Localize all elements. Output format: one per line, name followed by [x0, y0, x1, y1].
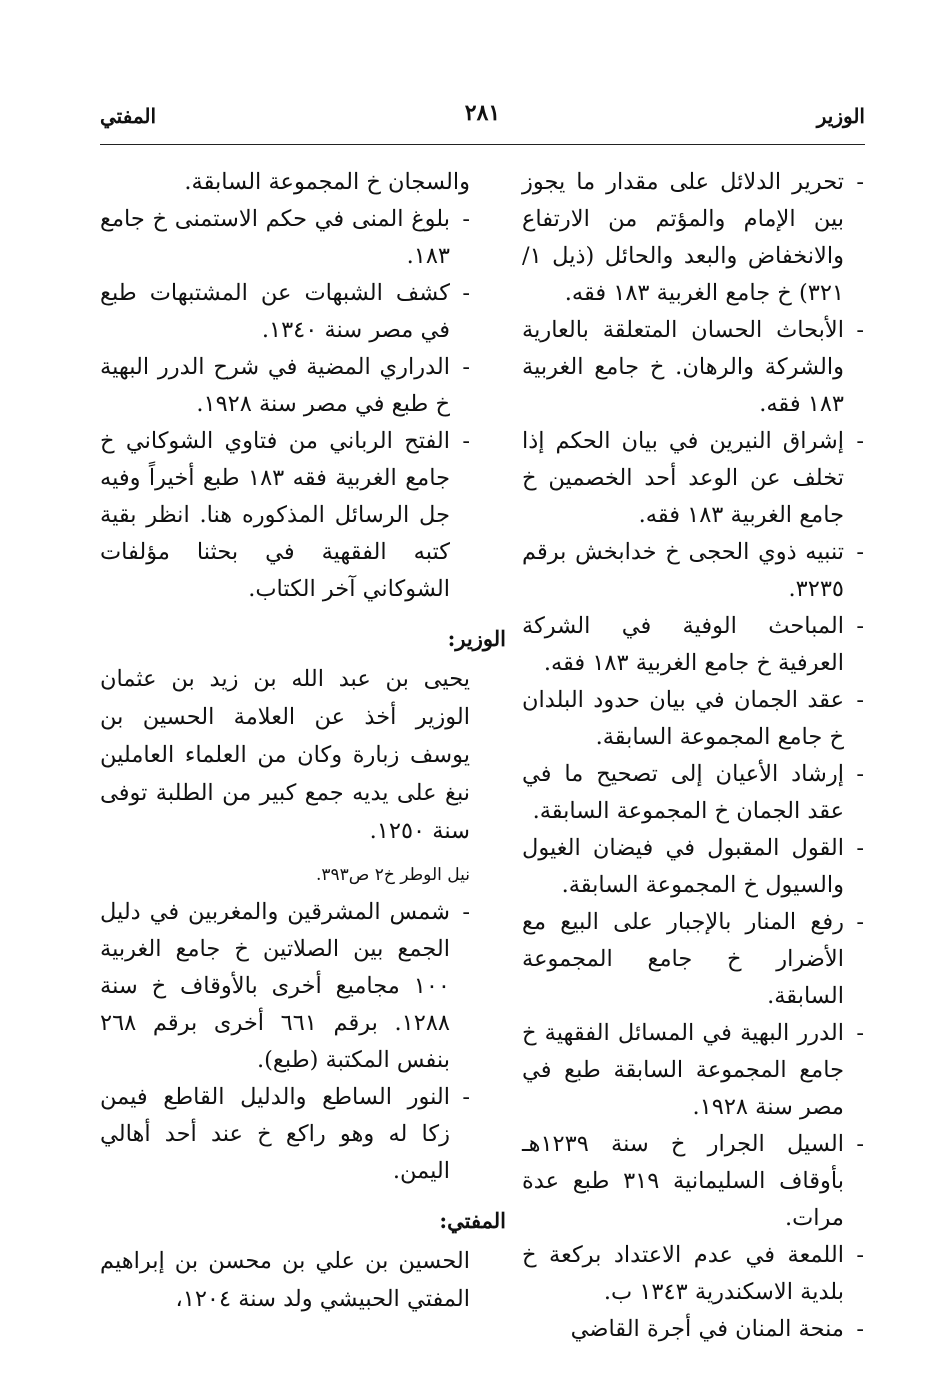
list-item: - الدرر البهية في المسائل الفقهية خ جامع المجموعة السابقة طبع في مصر سنة ١٩٢٨. [522, 1015, 864, 1126]
list-item: - عقد الجمان في بيان حدود البلدان خ جامع المجموعة السابقة. [522, 682, 864, 756]
list-item: - كشف الشبهات عن المشتبهات طبع في مصر سنة ١٣٤٠. [100, 275, 470, 349]
list-item: - المباحث الوفية في الشركة العرفية خ جامع الغربية ١٨٣ فقه. [522, 608, 864, 682]
page-header [100, 100, 865, 145]
list-item: - اللمعة في عدم الاعتداد بركعة خ بلدية الاسكندرية ١٣٤٣ ب. [522, 1237, 864, 1311]
list-item: - شمس المشرقين والمغربين في دليل الجمع بين الصلاتين خ جامع الغربية ١٠٠ مجاميع أخرى بالأوقاف خ سنة ١٢٨٨. برقم ٦٦١ أخرى برقم ٢٦٨ بنفس المكتبة (طبع). [100, 894, 470, 1079]
list-item: - الفتح الرباني من فتاوي الشوكاني خ جامع الغربية فقه ١٨٣ طبع أخيراً وفيه جل الرسائل المذكوره هنا. انظر بقية كتبه الفقهية في بحثنا مؤلفات الشوكاني آخر الكتاب. [100, 423, 470, 608]
list-item: - منحة المنان في أجرة القاضي [522, 1311, 864, 1348]
list-item: - إرشاد الأعيان إلى تصحيح ما في عقد الجمان خ المجموعة السابقة. [522, 756, 864, 830]
section-title-wazir: الوزير: [447, 626, 506, 651]
list-item: - الدراري المضية في شرح الدرر البهية خ طبع في مصر سنة ١٩٢٨. [100, 349, 470, 423]
running-title-left: المفتي [100, 104, 157, 128]
list-item: - تحرير الدلائل على مقدار ما يجوز بين الإمام والمؤتم من الارتفاع والانخفاض والبعد والحائل (ذيل ١/ ٣٢١) خ جامع الغربية ١٨٣ فقه. [522, 164, 864, 312]
list-item: - رفع المنار بالإجبار على البيع مع الأضرار خ جامع المجموعة السابقة. [522, 904, 864, 1015]
biography-wazir: يحيى بن عبد الله بن زيد بن عثمان الوزير أخذ عن العلامة الحسين بن يوسف زبارة وكان من العلماء العاملين نبغ على يديه جمع كبير من الطلبة توفى سنة ١٢٥٠. [100, 666, 470, 844]
list-item: - إشراق النيرين في بيان الحكم إذا تخلف عن الوعد أحد الخصمين خ جامع الغربية ١٨٣ فقه. [522, 423, 864, 534]
list-item: - بلوغ المنى في حكم الاستمنى خ جامع ١٨٣. [100, 201, 470, 275]
right-column [522, 164, 864, 1348]
page-number: ٢٨١ [464, 100, 501, 126]
left-column [100, 164, 506, 1318]
biography-mufti: الحسين بن علي بن محسن بن إبراهيم المفتي الحبيشي ولد سنة ١٢٠٤، [100, 1248, 470, 1312]
reference-note: نيل الوطر خ٢ ص٣٩٣. [315, 865, 470, 885]
list-item: - الأبحاث الحسان المتعلقة بالعارية والشركة والرهان. خ جامع الغربية ١٨٣ فقه. [522, 312, 864, 423]
continued-item: والسجان خ المجموعة السابقة. [184, 169, 470, 195]
list-item: - القول المقبول في فيضان الغيول والسيول خ المجموعة السابقة. [522, 830, 864, 904]
list-item: - النور الساطع والدليل القاطع فيمن زكا له وهو راكع خ عند أحد أهالي اليمن. [100, 1079, 470, 1190]
list-item: - السيل الجرار خ سنة ١٢٣٩هـ بأوقاف السليمانية ٣١٩ طبع عدة مرات. [522, 1126, 864, 1237]
section-title-mufti: المفتي: [439, 1208, 506, 1233]
running-title-right: الوزير [816, 104, 865, 128]
list-item: - تنبيه ذوي الحجى خ خدابخش برقم ٣٢٣٥. [522, 534, 864, 608]
